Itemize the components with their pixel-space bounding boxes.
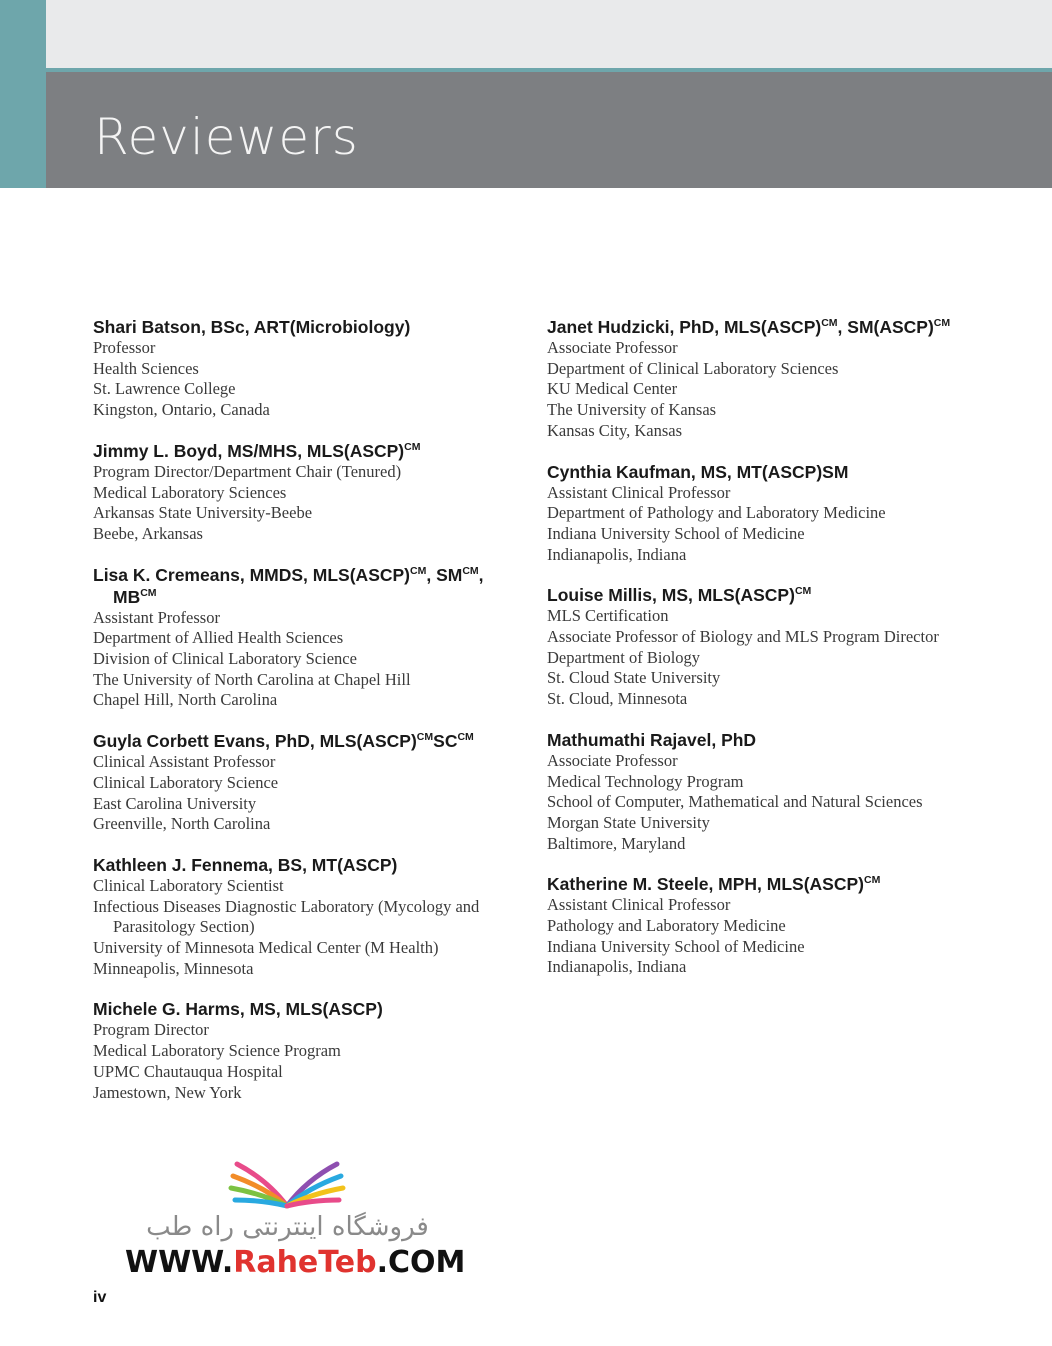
reviewer-detail-line: Baltimore, Maryland bbox=[547, 833, 686, 853]
reviewer-detail-line: Greenville, North Carolina bbox=[93, 814, 271, 834]
reviewer-entry bbox=[93, 998, 513, 1103]
page-title: Reviewers bbox=[94, 108, 359, 166]
reviewer-name: Guyla Corbett Evans, PhD, $MLS(ASCP)^{CM}SC^{CM}$ bbox=[93, 731, 474, 752]
reviewer-detail-line: Medical Technology Program bbox=[547, 771, 744, 791]
reviewer-detail-line: Beebe, Arkansas bbox=[93, 523, 203, 543]
reviewer-detail-line: UPMC Chautauqua Hospital bbox=[93, 1061, 283, 1081]
reviewer-detail-line: Professor bbox=[93, 338, 156, 357]
reviewer-detail-line: Associate Professor bbox=[547, 338, 678, 357]
reviewer-detail-line: Arkansas State University-Beebe bbox=[93, 503, 313, 523]
reviewer-detail-line: Department of Biology bbox=[547, 647, 701, 667]
reviewer-detail-line: MLS Certification bbox=[547, 606, 669, 626]
raheteb-watermark bbox=[125, 1150, 466, 1280]
reviewer-detail-line: Assistant Clinical Professor bbox=[547, 895, 731, 915]
reviewer-entry bbox=[547, 316, 977, 442]
teal-side-bar bbox=[0, 0, 46, 188]
reviewer-detail-line: Infectious Diseases Diagnostic Laboratory (Mycology and Parasitology Section) bbox=[93, 896, 480, 937]
reviewer-detail-line: University of Minnesota Medical Center (M Health) bbox=[93, 938, 439, 958]
reviewer-entry bbox=[547, 461, 977, 566]
reviewer-entry bbox=[93, 440, 513, 545]
open-book-rainbow-icon bbox=[125, 1150, 450, 1212]
reviewer-name: Louise Millis, MS, MLS(ASCP)$^{CM}$ bbox=[547, 585, 812, 606]
reviewer-detail-line: Associate Professor of Biology and MLS Program Director bbox=[547, 627, 939, 647]
reviewer-detail-line: St. Cloud State University bbox=[547, 668, 721, 688]
reviewer-detail-line: Indiana University School of Medicine bbox=[547, 936, 805, 956]
reviewer-detail-line: Morgan State University bbox=[547, 812, 710, 832]
reviewers-right-column bbox=[547, 316, 977, 997]
reviewer-detail-line: Chapel Hill, North Carolina bbox=[93, 690, 278, 710]
reviewer-detail-line: The University of North Carolina at Chapel Hill bbox=[93, 669, 411, 689]
reviewer-detail-line: Kingston, Ontario, Canada bbox=[93, 400, 270, 420]
reviewer-detail-line: Kansas City, Kansas bbox=[547, 420, 683, 440]
reviewer-detail-line: Clinical Laboratory Science bbox=[93, 772, 279, 792]
watermark-persian-text: فروشگاه اینترنتی راه طب bbox=[146, 1212, 429, 1242]
reviewer-detail-line: Associate Professor bbox=[547, 750, 678, 770]
reviewer-detail-line: Division of Clinical Laboratory Science bbox=[93, 649, 357, 669]
reviewer-entry bbox=[93, 564, 513, 712]
reviewer-detail-line: East Carolina University bbox=[93, 793, 257, 813]
reviewer-detail-line: Medical Laboratory Science Program bbox=[93, 1041, 341, 1061]
reviewer-detail-line: Minneapolis, Minnesota bbox=[93, 958, 254, 978]
reviewer-name: Katherine M. Steele, MPH, MLS(ASCP)$^{CM}$ bbox=[547, 874, 881, 895]
reviewer-detail-line: Assistant Clinical Professor bbox=[547, 482, 731, 502]
reviewer-name: Michele G. Harms, MS, MLS(ASCP) bbox=[93, 999, 383, 1020]
reviewer-detail-line: Indiana University School of Medicine bbox=[547, 523, 805, 543]
top-strip bbox=[0, 0, 1052, 68]
reviewer-detail-line: Program Director bbox=[93, 1020, 209, 1040]
reviewer-entry bbox=[547, 729, 977, 855]
reviewer-name: Jimmy L. Boyd, MS/MHS, MLS(ASCP)$^{CM}$ bbox=[93, 440, 421, 461]
reviewer-name: Lisa K. Cremeans, MMDS, MLS(ASCP)$^{CM}$, $SM^{CM}$, $MB^{CM}$ bbox=[93, 564, 484, 607]
reviewer-entry bbox=[93, 316, 513, 421]
reviewer-detail-line: Assistant Professor bbox=[93, 607, 220, 627]
page-number: iv bbox=[93, 1289, 107, 1306]
reviewer-detail-line: Indianapolis, Indiana bbox=[547, 544, 687, 564]
url-brand: RaheTeb bbox=[233, 1245, 377, 1280]
reviewer-detail-line: Indianapolis, Indiana bbox=[547, 957, 687, 977]
reviewer-detail-line: Pathology and Laboratory Medicine bbox=[547, 916, 786, 936]
reviewer-detail-line: Department of Clinical Laboratory Sciences bbox=[547, 358, 839, 378]
reviewer-name: Shari Batson, BSc, ART(Microbiology) bbox=[93, 317, 411, 337]
reviewer-detail-line: Medical Laboratory Sciences bbox=[93, 482, 287, 502]
url-suffix: .COM bbox=[376, 1245, 466, 1280]
reviewers-left-column bbox=[93, 316, 513, 1122]
reviewer-detail-line: Department of Pathology and Laboratory Medicine bbox=[547, 503, 886, 523]
reviewer-detail-line: Health Sciences bbox=[93, 358, 199, 378]
reviewer-entry bbox=[93, 730, 513, 835]
reviewer-detail-line: St. Lawrence College bbox=[93, 379, 236, 399]
url-prefix: WWW. bbox=[125, 1245, 234, 1280]
reviewer-detail-line: Department of Allied Health Sciences bbox=[93, 628, 344, 648]
reviewer-name: Janet Hudzicki, PhD, MLS(ASCP)$^{CM}$, SM(ASCP)$^{CM}$ bbox=[547, 317, 951, 337]
reviewer-name: Mathumathi Rajavel, PhD bbox=[547, 729, 757, 750]
reviewer-detail-line: Clinical Laboratory Scientist bbox=[93, 875, 284, 895]
reviewer-detail-line: St. Cloud, Minnesota bbox=[547, 689, 688, 709]
watermark-url bbox=[125, 1245, 466, 1280]
reviewer-detail-line: Program Director/Department Chair (Tenured) bbox=[93, 461, 402, 481]
reviewer-entry bbox=[93, 854, 513, 980]
reviewer-entry bbox=[547, 584, 977, 710]
reviewer-detail-line: KU Medical Center bbox=[547, 379, 678, 399]
reviewer-entry bbox=[547, 873, 977, 978]
reviewer-detail-line: The University of Kansas bbox=[547, 400, 717, 420]
reviewer-detail-line: Clinical Assistant Professor bbox=[93, 752, 276, 772]
reviewer-detail-line: Jamestown, New York bbox=[93, 1082, 242, 1102]
reviewer-detail-line: School of Computer, Mathematical and Natural Sciences bbox=[547, 792, 923, 812]
reviewer-name: Cynthia Kaufman, MS, MT(ASCP)SM bbox=[547, 461, 849, 482]
reviewer-name: Kathleen J. Fennema, BS, MT(ASCP) bbox=[93, 854, 398, 875]
